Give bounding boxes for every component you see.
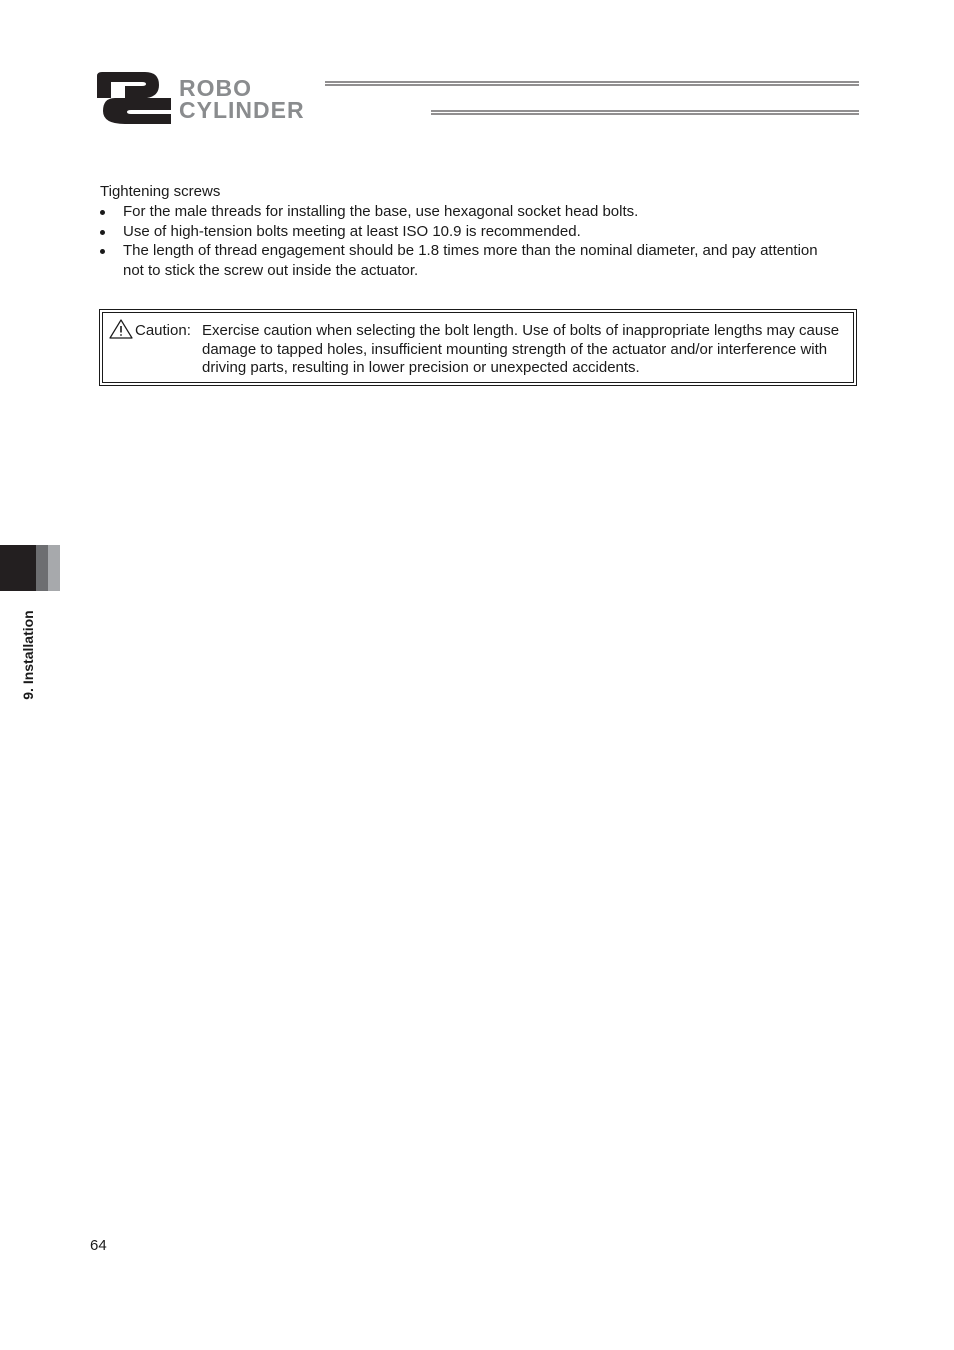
bullet-icon bbox=[100, 249, 105, 254]
chapter-tab bbox=[0, 545, 60, 591]
list-item bbox=[100, 222, 820, 242]
chapter-tab-dark bbox=[0, 545, 36, 591]
section-heading: Tightening screws bbox=[100, 183, 221, 200]
logo-wordmark bbox=[179, 75, 305, 123]
warning-triangle-icon bbox=[109, 319, 133, 339]
robo-cylinder-logo bbox=[97, 72, 859, 126]
rc-logo-mark bbox=[97, 72, 171, 124]
caution-box-inner bbox=[102, 312, 854, 383]
bullet-icon bbox=[100, 210, 105, 215]
list-item-text: Use of high-tension bolts meeting at least ISO 10.9 is recommended. bbox=[123, 222, 581, 240]
bullet-list bbox=[100, 202, 820, 280]
caution-text: Exercise caution when selecting the bolt length. Use of bolts of inappropriate lengths may cause damage to tapped holes, insufficient mounting strength of the actuator and/or interference with driving parts, resulting in lower precision or unexpected accidents. bbox=[202, 322, 840, 376]
caution-box bbox=[99, 309, 857, 386]
list-item-text: The length of thread engagement should be 1.8 times more than the nominal diameter, and pay attention not to stick the screw out inside the actuator. bbox=[123, 242, 818, 279]
page-number: 64 bbox=[90, 1237, 107, 1254]
chapter-tab-mid bbox=[36, 545, 48, 591]
chapter-tab-light bbox=[48, 545, 60, 591]
chapter-label: 9. Installation bbox=[20, 610, 36, 700]
logo-word-robo: ROBO bbox=[179, 75, 252, 101]
logo-word-cylinder: CYLINDER bbox=[179, 97, 305, 123]
list-item-text: For the male threads for installing the base, use hexagonal socket head bolts. bbox=[123, 203, 639, 220]
header-rules bbox=[325, 82, 859, 114]
list-item bbox=[100, 202, 820, 222]
caution-label: Caution: bbox=[135, 322, 191, 339]
bullet-icon bbox=[100, 230, 105, 235]
list-item bbox=[100, 241, 820, 280]
